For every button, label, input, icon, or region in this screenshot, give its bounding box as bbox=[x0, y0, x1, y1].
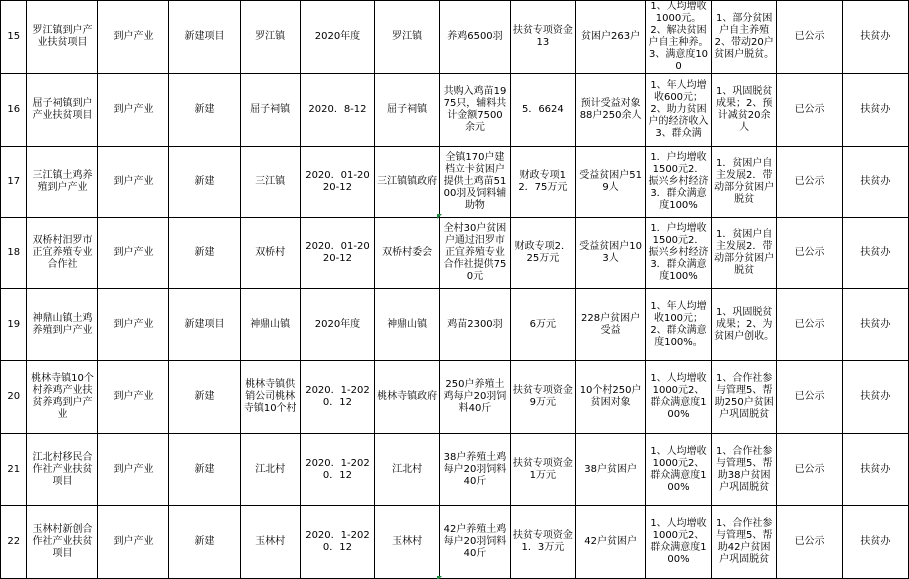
department-cell[interactable]: 扶贫办 bbox=[842, 289, 908, 361]
construction-content-cell[interactable]: 42户养殖土鸡每户20羽饲料40斤 bbox=[440, 506, 510, 579]
beneficiary-cell[interactable]: 38户贫困户 bbox=[576, 434, 646, 506]
department-cell[interactable]: 扶贫办 bbox=[842, 218, 908, 289]
period-cell[interactable]: 2020．01-2020-12 bbox=[300, 218, 374, 289]
beneficiary-cell[interactable]: 10个村250户贫困对象 bbox=[576, 361, 646, 434]
project-name-cell[interactable]: 神鼎山镇土鸡养殖到户产业 bbox=[27, 289, 98, 361]
publicity-cell[interactable]: 已公示 bbox=[777, 147, 842, 218]
construction-nature-cell[interactable]: 新建 bbox=[169, 361, 240, 434]
publicity-cell[interactable]: 已公示 bbox=[777, 1, 842, 74]
row-number-cell[interactable]: 17 bbox=[1, 147, 27, 218]
project-type-cell[interactable]: 到户产业 bbox=[98, 361, 169, 434]
construction-nature-cell[interactable]: 新建项目 bbox=[169, 1, 240, 74]
performance-goal-cell[interactable]: 1、人均增收1000元2、群众满意度100% bbox=[646, 506, 712, 579]
row-number-cell[interactable]: 20 bbox=[1, 361, 27, 434]
implementing-unit-cell[interactable]: 罗江镇 bbox=[375, 1, 440, 74]
implementing-unit-cell[interactable]: 神鼎山镇 bbox=[375, 289, 440, 361]
construction-nature-cell[interactable]: 新建项目 bbox=[169, 289, 240, 361]
implementing-unit-cell[interactable]: 双桥村委会 bbox=[375, 218, 440, 289]
row-number-cell[interactable]: 21 bbox=[1, 434, 27, 506]
period-cell[interactable]: 2020年度 bbox=[300, 1, 374, 74]
fund-cell[interactable]: 扶贫专项资金13 bbox=[510, 1, 575, 74]
project-type-cell[interactable]: 到户产业 bbox=[98, 506, 169, 579]
project-name-cell[interactable]: 江北村移民合作社产业扶贫项目 bbox=[27, 434, 98, 506]
construction-nature-cell[interactable]: 新建 bbox=[169, 147, 240, 218]
department-cell[interactable]: 扶贫办 bbox=[842, 1, 908, 74]
construction-content-cell[interactable]: 鸡苗2300羽 bbox=[440, 289, 510, 361]
construction-content-cell[interactable]: 共购入鸡苗1975只，辅料共计金额7500余元 bbox=[440, 74, 510, 147]
cell-error-marker bbox=[437, 214, 442, 219]
project-type-cell[interactable]: 到户产业 bbox=[98, 218, 169, 289]
project-type-cell[interactable]: 到户产业 bbox=[98, 434, 169, 506]
performance-goal-cell[interactable]: 1、人均增收1000元。2、解决贫困户自主种养。3、满意度100 bbox=[646, 1, 712, 74]
table-row bbox=[1, 74, 909, 147]
construction-content-cell[interactable]: 38户养殖土鸡每户20羽饲料40斤 bbox=[440, 434, 510, 506]
performance-goal-cell[interactable]: 1、人均增收1000元2、群众满意度100% bbox=[646, 434, 712, 506]
fund-cell[interactable]: 扶贫专项资金9万元 bbox=[510, 361, 575, 434]
period-cell[interactable]: 2020．8-12 bbox=[300, 74, 374, 147]
publicity-cell[interactable]: 已公示 bbox=[777, 361, 842, 434]
performance-goal-cell[interactable]: 1．户均增收1500元2．振兴乡村经济3．群众满意度100% bbox=[646, 218, 712, 289]
location-cell[interactable]: 玉林村 bbox=[240, 506, 300, 579]
performance-goal-cell[interactable]: 1．户均增收1500元2．振兴乡村经济3．群众满意度100% bbox=[646, 147, 712, 218]
implementing-unit-cell[interactable]: 江北村 bbox=[375, 434, 440, 506]
location-cell[interactable]: 三江镇 bbox=[240, 147, 300, 218]
location-cell[interactable]: 桃林寺镇供销公司桃林寺镇10个村 bbox=[240, 361, 300, 434]
location-cell[interactable]: 屈子祠镇 bbox=[240, 74, 300, 147]
benefit-mechanism-cell[interactable]: 1、部分贫困户自主养殖2、带动20户贫困户脱贫。 bbox=[711, 1, 777, 74]
construction-content-cell[interactable]: 全镇170户建档立卡贫困户提供土鸡苗5100羽及饲料辅助物 bbox=[440, 147, 510, 218]
construction-content-cell[interactable]: 全村30户贫困户通过汨罗市正宜养殖专业合作社提供750元 bbox=[440, 218, 510, 289]
construction-nature-cell[interactable]: 新建 bbox=[169, 218, 240, 289]
row-number-cell[interactable]: 15 bbox=[1, 1, 27, 74]
project-name-cell[interactable]: 罗江镇到户产业扶贫项目 bbox=[27, 1, 98, 74]
publicity-cell[interactable]: 已公示 bbox=[777, 218, 842, 289]
publicity-cell[interactable]: 已公示 bbox=[777, 506, 842, 579]
construction-content-cell[interactable]: 250户养殖土鸡每户20羽饲料40斤 bbox=[440, 361, 510, 434]
fund-cell[interactable]: 扶贫专项资金1万元 bbox=[510, 434, 575, 506]
benefit-mechanism-cell[interactable]: 1、巩固脱贫成果；2、预计减贫20余人 bbox=[711, 74, 777, 147]
table-row bbox=[1, 506, 909, 579]
publicity-cell[interactable]: 已公示 bbox=[777, 289, 842, 361]
department-cell[interactable]: 扶贫办 bbox=[842, 147, 908, 218]
beneficiary-cell[interactable]: 228户贫困户受益 bbox=[576, 289, 646, 361]
project-name-cell[interactable]: 屈子祠镇到户产业扶贫项目 bbox=[27, 74, 98, 147]
department-cell[interactable]: 扶贫办 bbox=[842, 434, 908, 506]
location-cell[interactable]: 江北村 bbox=[240, 434, 300, 506]
fund-cell[interactable]: 6万元 bbox=[510, 289, 575, 361]
project-name-cell[interactable]: 桃林寺镇10个村养鸡产业扶贫养鸡到户产业 bbox=[27, 361, 98, 434]
publicity-cell[interactable]: 已公示 bbox=[777, 74, 842, 147]
location-cell[interactable]: 罗江镇 bbox=[240, 1, 300, 74]
period-cell[interactable]: 2020年度 bbox=[300, 289, 374, 361]
fund-cell[interactable]: 5．6624 bbox=[510, 74, 575, 147]
benefit-mechanism-cell[interactable]: 1、巩固脱贫成果；2、为贫困户创收。 bbox=[711, 289, 777, 361]
benefit-mechanism-cell[interactable]: 1、合作社参与管理5、帮助38户贫困户巩固脱贫 bbox=[711, 434, 777, 506]
table-row bbox=[1, 218, 909, 289]
project-type-cell[interactable]: 到户产业 bbox=[98, 74, 169, 147]
period-cell[interactable]: 2020．1-2020．12 bbox=[300, 434, 374, 506]
beneficiary-cell[interactable]: 预计受益对象88户250余人 bbox=[576, 74, 646, 147]
beneficiary-cell[interactable]: 42户贫困户 bbox=[576, 506, 646, 579]
table-row bbox=[1, 434, 909, 506]
table-row bbox=[1, 147, 909, 218]
benefit-mechanism-cell[interactable]: 1、合作社参与管理5、帮助250户贫困户巩固脱贫 bbox=[711, 361, 777, 434]
implementing-unit-cell[interactable]: 桃林寺镇政府 bbox=[375, 361, 440, 434]
table-row bbox=[1, 1, 909, 74]
project-name-cell[interactable]: 玉林村新创合作社产业扶贫项目 bbox=[27, 506, 98, 579]
location-cell[interactable]: 双桥村 bbox=[240, 218, 300, 289]
table-body bbox=[1, 1, 909, 579]
publicity-cell[interactable]: 已公示 bbox=[777, 434, 842, 506]
construction-nature-cell[interactable]: 新建 bbox=[169, 74, 240, 147]
row-number-cell[interactable]: 22 bbox=[1, 506, 27, 579]
benefit-mechanism-cell[interactable]: 1．贫困户自主发展2．带动部分贫困户脱贫 bbox=[711, 218, 777, 289]
project-type-cell[interactable]: 到户产业 bbox=[98, 1, 169, 74]
location-cell[interactable]: 神鼎山镇 bbox=[240, 289, 300, 361]
performance-goal-cell[interactable]: 1、年人均增收600元；2、助力贫困户的经济收入3、群众满 bbox=[646, 74, 712, 147]
row-number-cell[interactable]: 18 bbox=[1, 218, 27, 289]
period-cell[interactable]: 2020．1-2020．12 bbox=[300, 361, 374, 434]
project-name-cell[interactable]: 双桥村汨罗市正宜养殖专业合作社 bbox=[27, 218, 98, 289]
row-number-cell[interactable]: 16 bbox=[1, 74, 27, 147]
period-cell[interactable]: 2020．1-2020．12 bbox=[300, 506, 374, 579]
fund-cell[interactable]: 财政专项2．25万元 bbox=[510, 218, 575, 289]
implementing-unit-cell[interactable]: 屈子祠镇 bbox=[375, 74, 440, 147]
beneficiary-cell[interactable]: 受益贫困户519人 bbox=[576, 147, 646, 218]
department-cell[interactable]: 扶贫办 bbox=[842, 361, 908, 434]
implementing-unit-cell[interactable]: 三江镇镇政府 bbox=[375, 147, 440, 218]
fund-cell[interactable]: 扶贫专项资金1．3万元 bbox=[510, 506, 575, 579]
implementing-unit-cell[interactable]: 玉林村 bbox=[375, 506, 440, 579]
construction-nature-cell[interactable]: 新建 bbox=[169, 434, 240, 506]
table-row bbox=[1, 289, 909, 361]
department-cell[interactable]: 扶贫办 bbox=[842, 506, 908, 579]
fund-cell[interactable]: 财政专项12．75万元 bbox=[510, 147, 575, 218]
project-type-cell[interactable]: 到户产业 bbox=[98, 289, 169, 361]
benefit-mechanism-cell[interactable]: 1．贫困户自主发展2．带动部分贫困户脱贫 bbox=[711, 147, 777, 218]
row-number-cell[interactable]: 19 bbox=[1, 289, 27, 361]
project-name-cell[interactable]: 三江镇土鸡养殖到户产业 bbox=[27, 147, 98, 218]
project-type-cell[interactable]: 到户产业 bbox=[98, 147, 169, 218]
beneficiary-cell[interactable]: 贫困户263户 bbox=[576, 1, 646, 74]
construction-content-cell[interactable]: 养鸡6500羽 bbox=[440, 1, 510, 74]
beneficiary-cell[interactable]: 受益贫困户103人 bbox=[576, 218, 646, 289]
benefit-mechanism-cell[interactable]: 1、合作社参与管理5、帮助42户贫困户巩固脱贫 bbox=[711, 506, 777, 579]
period-cell[interactable]: 2020．01-2020-12 bbox=[300, 147, 374, 218]
construction-nature-cell[interactable]: 新建 bbox=[169, 506, 240, 579]
table-row bbox=[1, 361, 909, 434]
performance-goal-cell[interactable]: 1、年人均增收100元；2、群众满意度100%。 bbox=[646, 289, 712, 361]
performance-goal-cell[interactable]: 1、人均增收1000元2、群众满意度100% bbox=[646, 361, 712, 434]
department-cell[interactable]: 扶贫办 bbox=[842, 74, 908, 147]
